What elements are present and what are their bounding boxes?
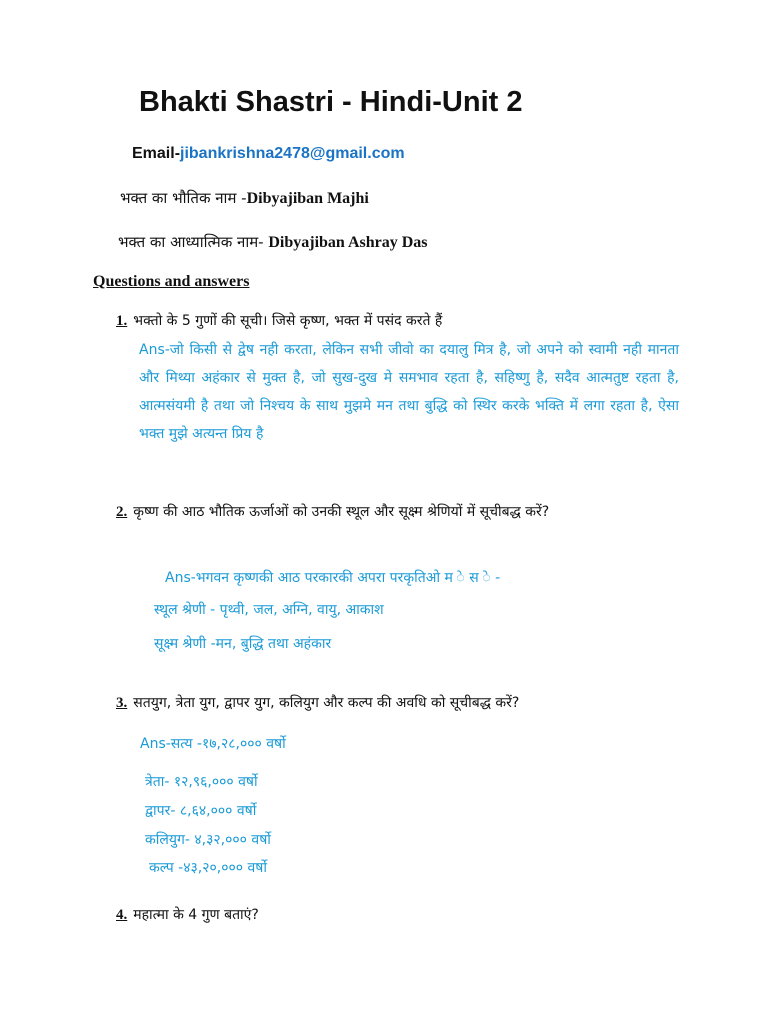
answer-3-line-2: त्रेता- १२,९६,००० वर्षो (145, 774, 258, 790)
question-2 (116, 499, 656, 525)
email-line (132, 145, 405, 163)
question-number: 3. (116, 695, 128, 711)
answer-2-line-1: Ans-भगवन कृष्णकी आठ परकारकी अपरा परकृतिओ म े स े - (165, 570, 501, 586)
question-number: 1. (116, 313, 128, 329)
material-name-label: भक्त का भौतिक नाम - (120, 189, 247, 207)
spiritual-name-value: Dibyajiban Ashray Das (268, 234, 428, 251)
material-name-line (120, 188, 369, 208)
question-text: भक्तो के 5 गुणों की सूची। जिसे कृष्ण, भक्त में पसंद करते हैं (133, 313, 443, 329)
question-number: 4. (116, 907, 128, 923)
answer-3-line-5: कल्प -४३,२०,००० वर्षो (149, 860, 268, 876)
answer-1: Ans-जो किसी से द्वेष नही करता, लेकिन सभी जीवो का दयालु मित्र है, जो अपने को स्वामी नही मानता और मिथ्या अहंकार से मुक्त है, जो सुख-दुख मे समभाव रहता है, सहिष्णु है, सदैव आत्मतुष्ट रहता है, आत्मसंयमी है तथा जो निश्चय के साथ मुझमे मन तथा बुद्धि को स्थिर करके भक्ति में लगा रहता है, ऐसा भक्त मुझे अत्यन्त प्रिय है (139, 342, 679, 442)
answer-2-line-3: सूक्ष्म श्रेणी -मन, बुद्धि तथा अहंकार (154, 636, 332, 652)
spiritual-name-label: भक्त का आध्यात्मिक नाम- (118, 233, 269, 251)
question-4 (116, 902, 259, 928)
question-text: सतयुग, त्रेता युग, द्वापर युग, कलियुग और कल्प की अवधि को सूचीबद्ध करें? (133, 695, 520, 711)
spiritual-name-line (118, 232, 428, 252)
email-label: Email- (132, 145, 181, 162)
question-text: कृष्ण की आठ भौतिक ऊर्जाओं को उनकी स्थूल और सूक्ष्म श्रेणियों में सूचीबद्ध करें? (133, 504, 550, 520)
question-number: 2. (116, 504, 128, 520)
answer-2-line-2: स्थूल श्रेणी - पृथ्वी, जल, अग्नि, वायु, आकाश (154, 602, 384, 618)
section-heading: Questions and answers (93, 273, 250, 290)
material-name-value: Dibyajiban Majhi (246, 190, 369, 207)
answer-3-line-1: Ans-सत्य -१७,२८,००० वर्षो (140, 736, 286, 752)
question-1 (116, 308, 442, 334)
question-text: महात्मा के 4 गुण बताएं? (133, 907, 259, 923)
document-title: Bhakti Shastri - Hindi-Unit 2 (139, 86, 523, 118)
answer-3-line-3: द्वापर- ८,६४,००० वर्षो (145, 803, 257, 819)
answer-3-line-4: कलियुग- ४,३२,००० वर्षो (145, 832, 271, 848)
email-link[interactable]: jibankrishna2478@gmail.com (180, 145, 405, 162)
question-3 (116, 690, 519, 716)
